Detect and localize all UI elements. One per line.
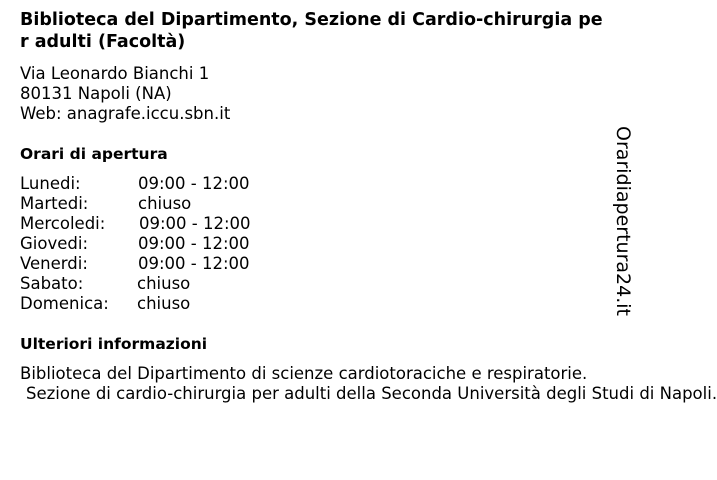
more-info-heading: Ulteriori informazioni (20, 335, 208, 353)
more-info-text (20, 364, 717, 404)
opening-hours-heading: Orari di apertura (20, 145, 168, 163)
day-label: Mercoledi: (20, 214, 106, 233)
day-hours: chiuso (138, 194, 192, 213)
day-hours: 09:00 - 12:00 (138, 174, 250, 193)
library-title: Biblioteca del Dipartimento, Sezione di Cardio-chirurgia per adulti (Facoltà) (20, 10, 603, 52)
day-hours: chiuso (137, 294, 191, 313)
day-label: Lunedi: (20, 174, 81, 193)
address-city: 80131 Napoli (NA) (20, 84, 172, 103)
address-block (20, 64, 230, 124)
address-street: Via Leonardo Bianchi 1 (20, 64, 210, 83)
site-watermark: Oraridiapertura24.it (612, 126, 634, 316)
info-line-1: Biblioteca del Dipartimento di scienze cardiotoraciche e respiratorie. (20, 364, 588, 383)
day-label: Giovedi: (20, 234, 88, 253)
day-label: Martedi: (20, 194, 89, 213)
day-hours: chiuso (137, 274, 191, 293)
day-hours: 09:00 - 12:00 (138, 254, 250, 273)
day-label: Domenica: (20, 294, 109, 313)
info-line-2: Sezione di cardio-chirurgia per adulti della Seconda Università degli Studi di Napoli. (26, 384, 717, 403)
day-label: Venerdi: (20, 254, 88, 273)
website: Web: anagrafe.iccu.sbn.it (20, 104, 231, 123)
day-hours: 09:00 - 12:00 (138, 234, 250, 253)
day-hours: 09:00 - 12:00 (139, 214, 251, 233)
day-label: Sabato: (20, 274, 84, 293)
